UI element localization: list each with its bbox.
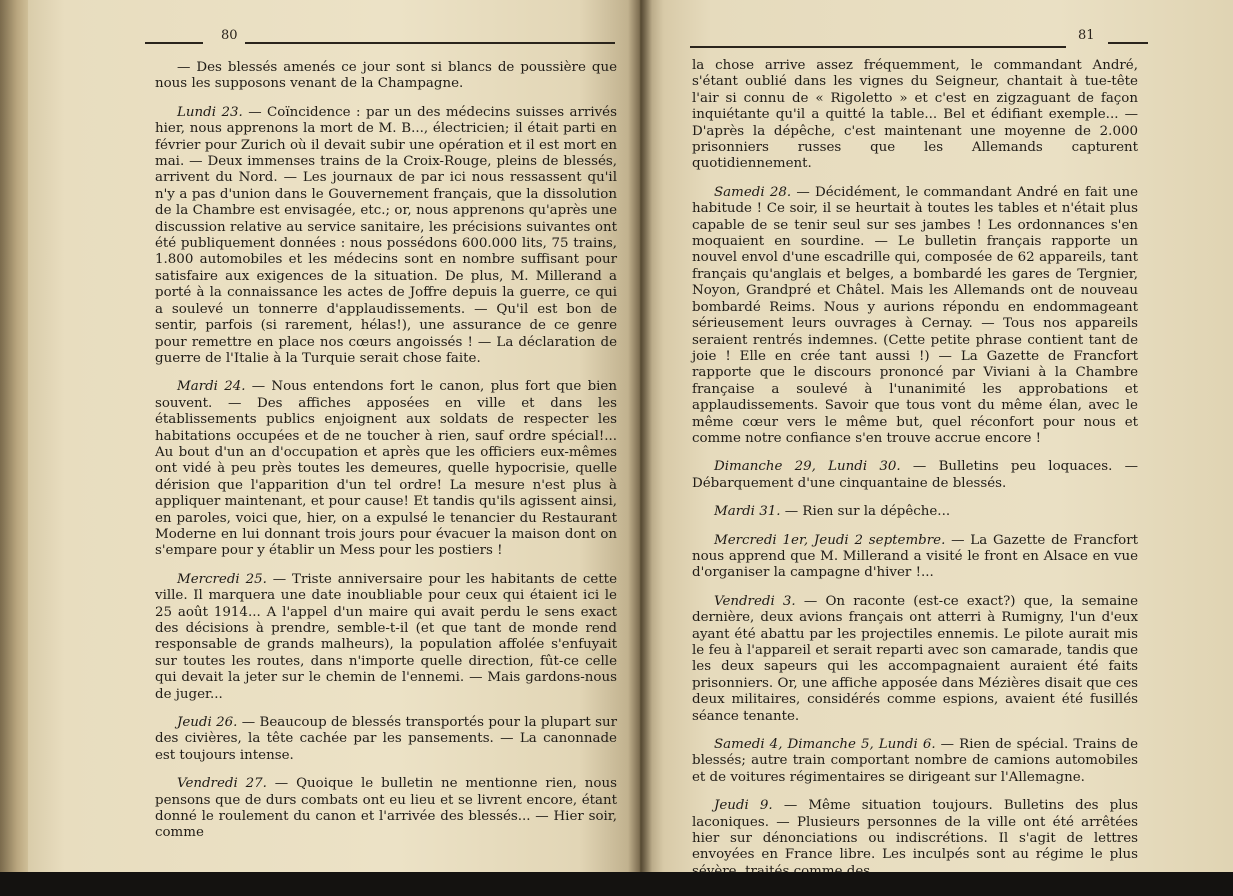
entry-text: — Triste anniversaire pour les habitants de cette ville. Il marquera une date inoubliable pour ceux qui étaient ici le 25 août 1914... A l'appel d'un maire qui avait perdu le sens exact des décisions à prendre, semble-t-il (et que tant de monde rend responsable de grands malheurs), la population affolée s'enfuyait sur toutes les routes, dans n'importe quelle direction, fût-ce celle qui devait la jeter sur le chemin de l'ennemi. — Mais gardons-nous de juger... — [155, 571, 617, 702]
entry-text: — Beaucoup de blessés transportés pour la plupart sur des civières, la tête cachée par les pansements. — La canonnade est toujours intense. — [155, 715, 617, 763]
paragraph — [155, 379, 617, 559]
paragraph — [155, 60, 617, 93]
entry-date: Vendredi 27. — [177, 776, 267, 792]
entry-text: la chose arrive assez fréquemment, le commandant André, s'étant oublié dans les vignes du Seigneur, chantait à tue-tête l'air si connu de « Rigoletto » et c'est en zigzaguant de façon inquiétante qu'il a quitté la table... Bel et édifiant exemple... — D'après la dépêche, c'est maintenant une moyenne de 2.000 prisonniers russes que les Allemands capturent quotidiennement. — [692, 58, 1138, 172]
entry-date: Samedi 28. — [714, 184, 792, 200]
book-spine — [628, 0, 652, 878]
entry-text: — Quoique le bulletin ne mentionne rien, nous pensons que de durs combats ont eu lieu et se livrent encore, étant donné le roulement du canon et l'arrivée des blessés... — Hier soir, comme — [155, 776, 617, 841]
entry-text: — Même situation toujours. Bulletins des plus laconiques. — Plusieurs personnes de la ville ont été arrêtées hier sur dénonciations ou indiscrétions. Il s'agit de lettres envoyées en France libre. Les inculpés sont au régime le plus — [692, 798, 1138, 863]
right-page-header — [690, 28, 1220, 52]
paragraph — [692, 533, 1138, 582]
entry-date: Mardi 31. — [714, 504, 781, 520]
paragraph — [155, 715, 617, 764]
entry-text: — Décidément, le commandant André en fait une habitude ! Ce soir, il se heurtait à toutes les tables et n'était plus capable de se tenir seul sur ses jambes ! Les ordonnances s'en moquaient en sourdine. — Le bulletin français rapporte un nouvel envol d'une escadrille qui, composée de 62 appareils, tant français qu'anglais et belges, a bombardé les gares de Tergnier, Noyon, Grandpré et Châtel. Mais les Allemands ont de nouveau bombardé Reims. Nous y aurions répondu en endommageant sérieusement leurs ouvrages à Cernay. — Tous nos appareils seraient rentrés indemnes. (Cette petite phrase contient tant de joie ! Elle en crée tant aussi !) — La Gazette de Francfort rapporte que le discours prononcé par Viviani à la Chambre française a soulevé à l'unanimité les approbations et applaudissements. Savoir que tous vont du même élan, avec le même cœur vers le même but, quel réconfort pour nous et comme notre confiance s'en trouve accrue encore ! — [692, 184, 1138, 446]
left-page-text — [155, 60, 617, 854]
book-bottom-edge — [0, 872, 1233, 896]
paragraph — [155, 105, 617, 368]
paragraph — [692, 185, 1138, 448]
header-rule — [1108, 42, 1148, 44]
entry-text: — Bulletins peu loquaces. — Débarquement d'une cinquantaine de blessés. — [692, 459, 1138, 491]
entry-date: Vendredi 3. — [714, 593, 796, 609]
entry-text: — Rien de spécial. Trains de blessés; autre train comportant nombre de camions automobiles et de voitures régimentaires se dirigeant sur l'Allemagne. — [692, 737, 1138, 785]
entry-date: Lundi 23. — [177, 104, 243, 120]
entry-text: — Nous entendons fort le canon, plus fort que bien souvent. — Des affiches apposées en ville et dans les établissements publics enjoignent aux soldats de respecter les habitations occupées et de ne toucher à rien, sauf ordre spécial!... Au bout d'un an d'occupation et après que les officiers eux-mêmes ont vidé à peu près toutes les demeures, quelle hypocrisie, quelle dérision que l'apparition d'un tel ordre! La mesure n'est plus à appliquer maintenant, et pour cause! Et tandis qu'ils agissent ainsi, en paroles, voici que, hier, on a expulsé le tenancier du Restaurant Moderne en lui donnant trois jours pour évacuer la maison dont on s'empare pour y établir un Mess pour les postiers ! — [155, 379, 617, 559]
paragraph — [692, 504, 1138, 520]
entry-text: — Des blessés amenés ce jour sont si blancs de poussière que nous les supposons venant de la Champagne. — [155, 60, 617, 92]
paragraph — [692, 798, 1138, 880]
header-rule — [690, 46, 1066, 48]
paragraph — [155, 572, 617, 703]
entry-text: — Coïncidence : par un des médecins suisses arrivés hier, nous apprenons la mort de M. B..., électricien; il était parti en février pour Zurich où il devait subir une opération et il est mort en mai. — Deux immenses trains de la Croix-Rouge, pleins de blessés, arrivent du Nord. — Les journaux de par ici nous ressassent qu'il n'y a pas d'union dans le Gouvernement français, que la dissolution de la Chambre est envisagée, etc.; or, nous apprenons qu'après une discussion relative au service sanitaire, les précisions suivantes ont été publiquement données : nous possédons 600.000 lits, 75 trains, 1.800 automobiles et les médecins sont en nombre suffisant pour satisfaire aux exigences de la situation. De plus, M. Millerand a porté à la connaissance les actes de Joffre depuis la guerre, ce qui a soulevé un tonnerre d'applaudissements. — Qu'il est bon de sentir, parfois (si rarement, hélas!), une assurance de ce genre pour remettre en place nos cœurs angoissés ! — La déclaration de guerre de l'Italie à la Turquie serait chose faite. — [155, 104, 617, 366]
paragraph — [692, 737, 1138, 786]
left-page-header — [145, 28, 615, 52]
header-rule — [245, 42, 615, 44]
entry-text: — La Gazette de Francfort nous apprend que M. Millerand a visité le front en Alsace en vue d'organiser la campagne d'hiver !... — [692, 532, 1138, 581]
page-number: 80 — [221, 28, 238, 43]
entry-date: Jeudi 9. — [714, 798, 773, 814]
entry-date: Mercredi 25. — [177, 571, 267, 587]
entry-date: Mercredi 1er, Jeudi 2 septembre. — [714, 532, 946, 548]
header-rule — [145, 42, 203, 44]
paragraph — [692, 594, 1138, 725]
right-page-text — [692, 58, 1138, 892]
page-number: 81 — [1078, 28, 1095, 43]
entry-date: Jeudi 26. — [177, 715, 238, 731]
entry-text: — On raconte (est-ce exact?) que, la semaine dernière, deux avions français ont atterri à Rumigny, l'un d'eux ayant été abattu par les projectiles ennemis. Le pilote aurait mis le feu à l'appareil et serait reparti avec son camarade, tandis que les deux sapeurs qui les accompagnaient auraient été faits prisonniers. Or, une affiche apposée dans Mézières disait que ces deux militaires, considérés comme espions, avaient été fusillés séance tenante. — [692, 593, 1139, 724]
paragraph — [692, 58, 1138, 173]
book-edge — [0, 0, 28, 896]
entry-text: — Rien sur la dépêche... — [780, 504, 951, 520]
entry-date: Dimanche 29, Lundi 30. — [714, 459, 901, 475]
entry-date: Mardi 24. — [177, 379, 246, 395]
paragraph — [692, 459, 1138, 492]
paragraph — [155, 776, 617, 842]
entry-date: Samedi 4, Dimanche 5, Lundi 6. — [714, 737, 936, 753]
